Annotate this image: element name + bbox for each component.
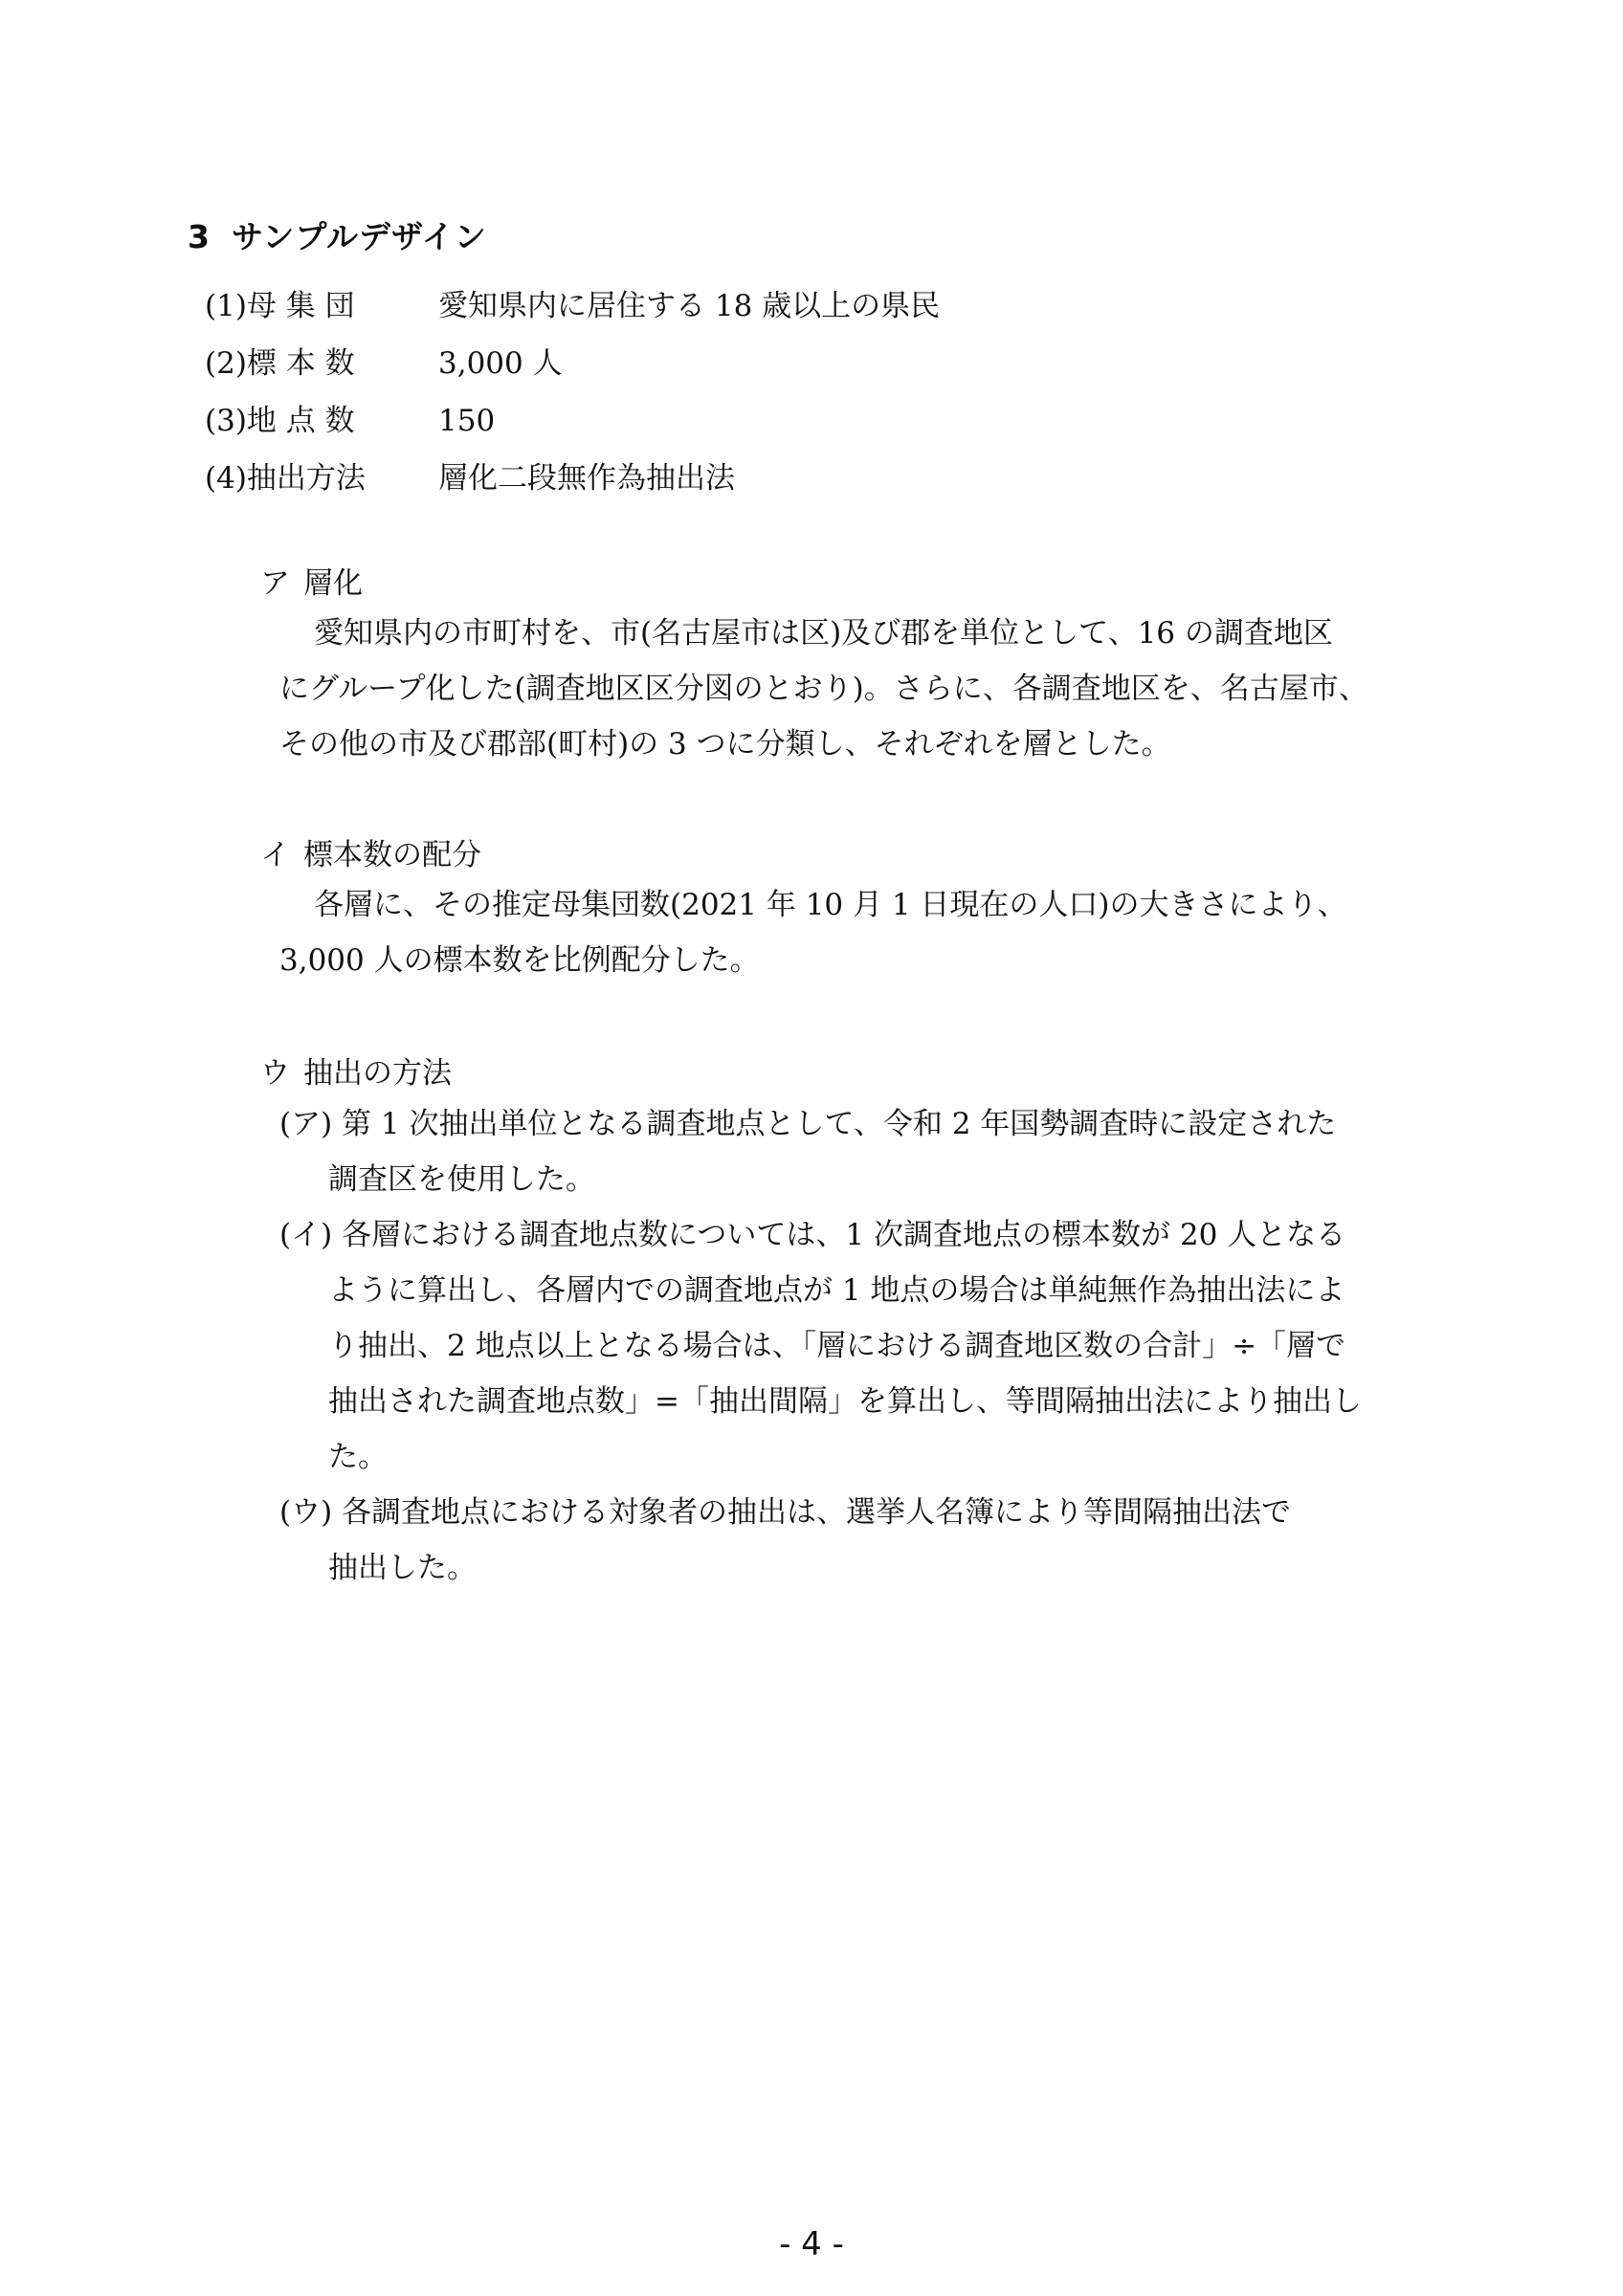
item-value: 層化二段無作為抽出法	[438, 461, 735, 496]
section-heading	[188, 212, 487, 257]
enum-first-line: (ア) 第 1 次抽出単位となる調査地点として、令和 2 年国勢調査時に設定された	[279, 1107, 1337, 1141]
enum-continuation-line: た。	[328, 1440, 388, 1474]
enum-item-a	[279, 1096, 1336, 1207]
paragraph-line: 各層に、その推定母集団数(2021 年 10 月 1 日現在の人口)の大きさにより、	[314, 888, 1347, 922]
item-method	[205, 453, 735, 497]
page-number: - 4 -	[779, 2225, 844, 2263]
item-points	[205, 396, 495, 439]
section-title: サンプルデザイン	[231, 218, 487, 255]
subsection-u-heading	[260, 1049, 452, 1092]
subsection-title: 標本数の配分	[303, 838, 481, 872]
enum-continuation-line: 抽出された調査地点数」=「抽出間隔」を算出し、等間隔抽出法により抽出し	[328, 1384, 1362, 1419]
subsection-mark: ウ	[260, 1056, 290, 1091]
paragraph-line: その他の市及び郡部(町村)の 3 つに分類し、それぞれを層とした。	[279, 727, 1171, 762]
paragraph-line: 3,000 人の標本数を比例配分した。	[279, 943, 760, 978]
enum-item-i	[279, 1207, 1362, 1485]
item-value: 3,000 人	[438, 346, 563, 381]
paragraph-line: にグループ化した(調査地区区分図のとおり)。さらに、各調査地区を、名古屋市、	[279, 672, 1368, 706]
item-value: 愛知県内に居住する 18 歳以上の県民	[438, 289, 941, 323]
subsection-mark: ア	[260, 566, 290, 601]
subsection-i-heading	[260, 830, 481, 873]
enum-continuation-line: 調査区を使用した。	[328, 1162, 595, 1197]
subsection-i-paragraph	[279, 877, 1347, 988]
section-number: 3	[188, 218, 211, 255]
item-label: (3)地 点 数	[205, 404, 355, 438]
subsection-title: 層化	[303, 566, 363, 601]
subsection-a-heading	[260, 559, 363, 602]
enum-item-u	[279, 1485, 1291, 1596]
enum-continuation-line: ように算出し、各層内での調査地点が 1 地点の場合は単純無作為抽出法によ	[328, 1273, 1345, 1308]
item-population	[205, 281, 940, 324]
item-label: (2)標 本 数	[205, 346, 355, 381]
enum-first-line: (ウ) 各調査地点における対象者の抽出は、選挙人名簿により等間隔抽出法で	[279, 1495, 1292, 1530]
subsection-a-paragraph	[279, 606, 1368, 772]
item-value: 150	[438, 404, 496, 438]
enum-continuation-line: り抽出、2 地点以上となる場合は、「層における調査地区数の合計」÷「層で	[328, 1329, 1346, 1363]
enum-first-line: (イ) 各層における調査地点数については、1 次調査地点の標本数が 20 人となる	[279, 1218, 1346, 1252]
item-sample-size	[205, 339, 563, 382]
paragraph-line: 愛知県内の市町村を、市(名古屋市は区)及び郡を単位として、16 の調査地区	[314, 616, 1333, 651]
enum-continuation-line: 抽出した。	[328, 1551, 477, 1585]
subsection-mark: イ	[260, 838, 290, 872]
subsection-title: 抽出の方法	[303, 1056, 452, 1091]
item-label: (1)母 集 団	[205, 289, 355, 323]
item-label: (4)抽出方法	[205, 461, 366, 496]
